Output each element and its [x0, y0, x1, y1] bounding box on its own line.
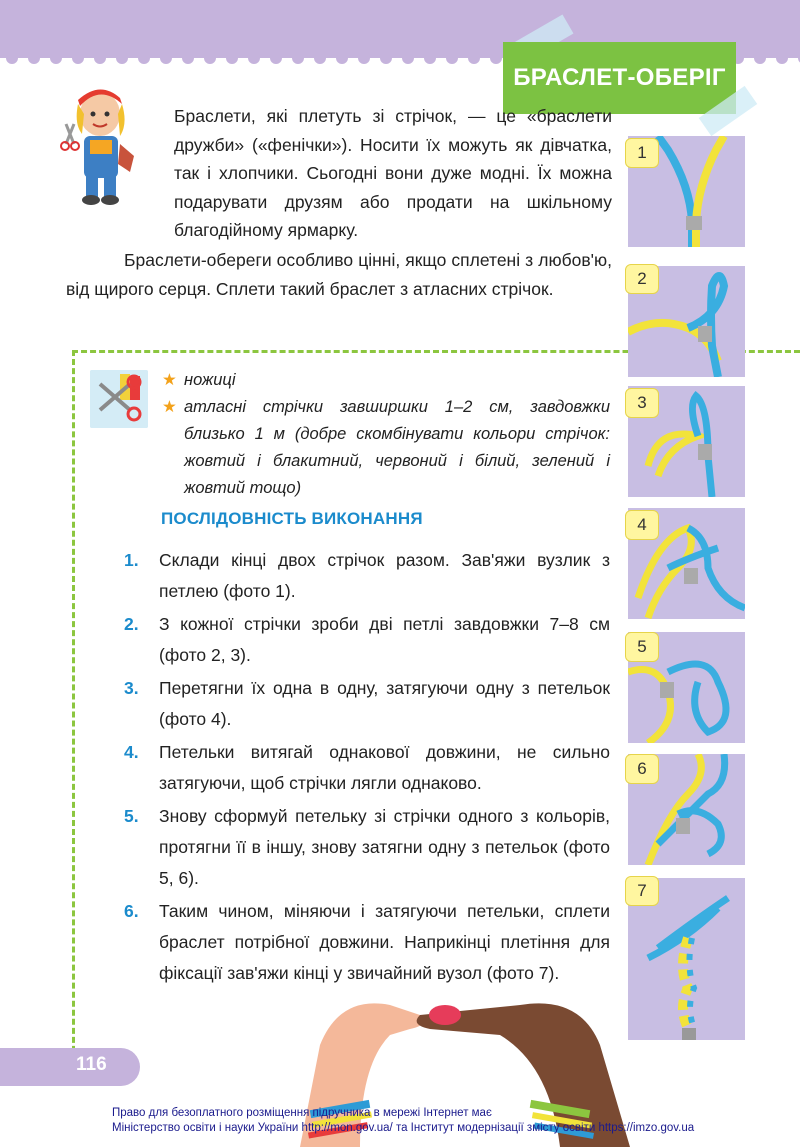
footer-notice — [112, 1106, 752, 1136]
material-text: атласні стрічки завширшки 1–2 см, завдовжки близько 1 м (добре скомбінувати кольори стрічок: жовтий і блакитний, червоний і білий, зелений і жовтий тощо) — [184, 398, 610, 497]
list-item — [162, 367, 610, 394]
footer-line: Право для безоплатного розміщення підручника в мережі Інтернет має — [112, 1107, 492, 1119]
sequence-heading: ПОСЛІДОВНІСТЬ ВИКОНАННЯ — [161, 509, 423, 528]
intro-paragraph: Браслети, які плетуть зі стрічок, — це «браслети дружби» («фенічки»). Носити їх можуть як дівчатка, так і хлопчики. Сьогодні вони дуже модні. Їх можна подарувати друзям або продати на шкільному благодійному ярмарку. — [174, 106, 612, 240]
scallop-dot — [446, 58, 458, 64]
scallop-dot — [292, 58, 304, 64]
photo-label-5: 5 — [625, 632, 659, 662]
materials-list — [162, 367, 610, 502]
scallop-dot — [754, 58, 766, 64]
step-item — [124, 896, 610, 989]
step-item — [124, 737, 610, 799]
step-number: 2. — [124, 614, 139, 634]
page-title: БРАСЛЕТ-ОБЕРІГ — [503, 42, 736, 114]
scallop-dot — [424, 58, 436, 64]
scallop-dot — [160, 58, 172, 64]
scallop-dot — [6, 58, 18, 64]
scallop-dot — [490, 58, 502, 64]
intro-text — [66, 102, 612, 245]
scallop-dot — [50, 58, 62, 64]
step-item — [124, 609, 610, 671]
step-text: Перетягни їх одна в одну, затягуючи одну з петельок (фото 4). — [159, 678, 610, 729]
step-number: 1. — [124, 550, 139, 570]
scissors-icon — [90, 370, 148, 428]
scallop-dot — [336, 58, 348, 64]
scallop-dot — [468, 58, 480, 64]
scallop-dot — [226, 58, 238, 64]
scallop-dot — [116, 58, 128, 64]
step-number: 4. — [124, 742, 139, 762]
step-text: З кожної стрічки зроби дві петлі завдовжки 7–8 см (фото 2, 3). — [159, 614, 610, 665]
step-item — [124, 673, 610, 735]
scallop-dot — [270, 58, 282, 64]
step-item — [124, 545, 610, 607]
step-text: Склади кінці двох стрічок разом. Зав'яжи вузлик з петлею (фото 1). — [159, 550, 610, 601]
photo-label-7: 7 — [625, 876, 659, 906]
scallop-dot — [314, 58, 326, 64]
page-number-tab — [0, 1048, 140, 1086]
star-icon: ★ — [162, 371, 177, 389]
list-item — [162, 394, 610, 502]
scallop-dot — [402, 58, 414, 64]
page-number: 116 — [76, 1054, 107, 1075]
scallop-dot — [72, 58, 84, 64]
scallop-dot — [358, 58, 370, 64]
scallop-dot — [94, 58, 106, 64]
scallop-dot — [138, 58, 150, 64]
photo-label-2: 2 — [625, 264, 659, 294]
scallop-dot — [380, 58, 392, 64]
material-text: ножиці — [184, 371, 236, 389]
step-text: Петельки витягай однакової довжини, не сильно затягуючи, щоб стрічки лягли однаково. — [159, 742, 610, 793]
intro-text-2 — [66, 246, 612, 303]
step-number: 3. — [124, 678, 139, 698]
star-icon: ★ — [162, 398, 177, 416]
photo-label-4: 4 — [625, 510, 659, 540]
step-number: 6. — [124, 901, 139, 921]
photo-label-3: 3 — [625, 388, 659, 418]
step-item — [124, 801, 610, 894]
scallop-dot — [28, 58, 40, 64]
steps-list — [124, 545, 610, 991]
scallop-dot — [182, 58, 194, 64]
footer-line: Міністерство освіти і науки України http://mon.gov.ua/ та Інститут модернізації змісту освіти https://imzo.gov.ua — [112, 1122, 695, 1134]
step-text: Таким чином, міняючи і затягуючи петельки, сплети браслет потрібної довжини. Наприкінці плетіння для фіксації зав'яжи кінці у звичайний вузол (фото 7). — [159, 901, 610, 983]
scallop-dot — [776, 58, 788, 64]
scallop-dot — [204, 58, 216, 64]
scallop-dot — [248, 58, 260, 64]
intro-paragraph: Браслети-обереги особливо цінні, якщо сплетені з любов'ю, від щирого серця. Сплети такий браслет з атласних стрічок. — [66, 250, 612, 299]
photo-label-1: 1 — [625, 138, 659, 168]
step-number: 5. — [124, 806, 139, 826]
step-text: Знову сформуй петельку зі стрічки одного з кольорів, протягни її в іншу, знову затягни одну з петельок (фото 5, 6). — [159, 806, 610, 888]
photo-label-6: 6 — [625, 754, 659, 784]
